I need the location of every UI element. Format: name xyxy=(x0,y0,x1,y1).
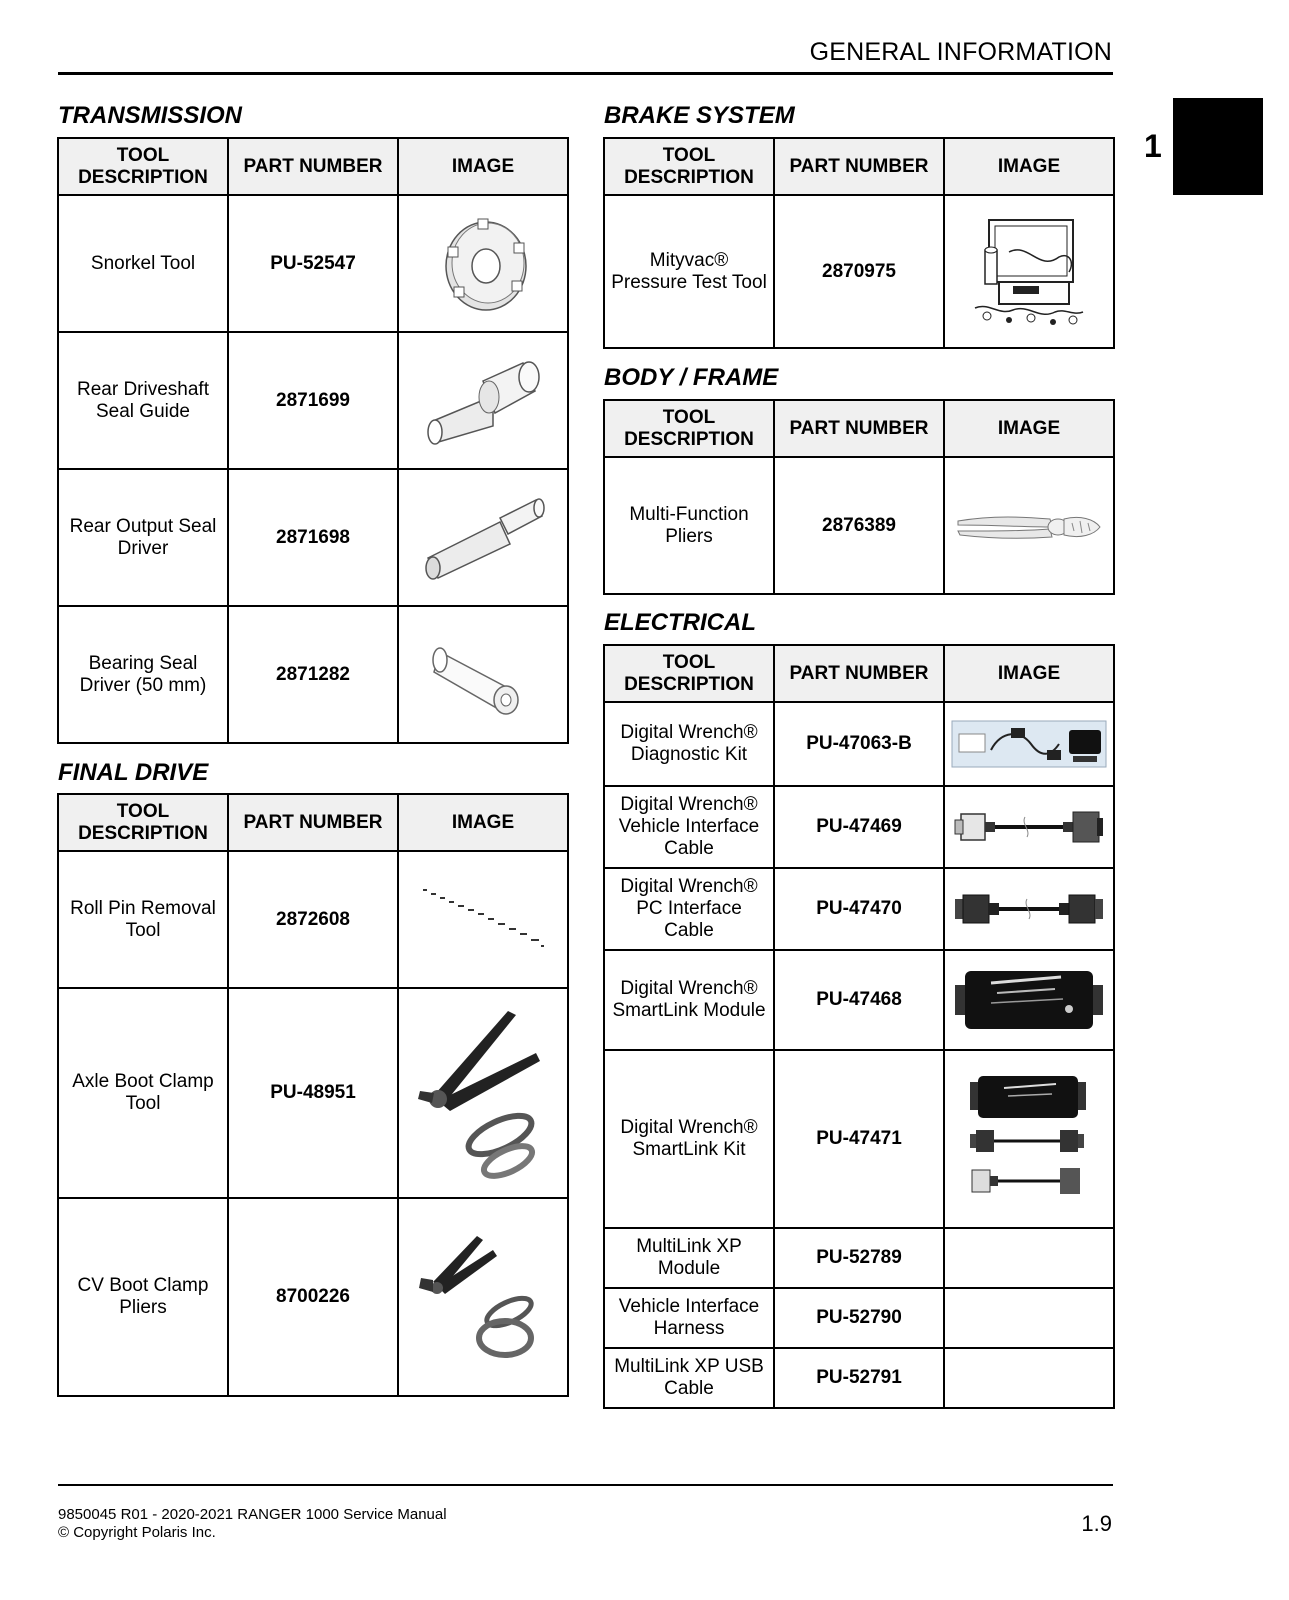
part-number: PU-52791 xyxy=(774,1348,944,1408)
image-cell-empty xyxy=(944,1288,1114,1348)
column-header-part-number: PART NUMBER xyxy=(228,138,398,195)
part-number: PU-47468 xyxy=(774,950,944,1050)
column-header-description: TOOL DESCRIPTION xyxy=(58,138,228,195)
electrical-table xyxy=(603,644,1115,1409)
column-header-part-number: PART NUMBER xyxy=(774,138,944,195)
table-row xyxy=(58,195,568,332)
column-header-part-number: PART NUMBER xyxy=(774,400,944,457)
header-divider xyxy=(58,72,1113,75)
page-number: 1.9 xyxy=(1081,1511,1112,1536)
bearing-driver-icon xyxy=(428,630,538,720)
tool-description: MultiLink XP Module xyxy=(604,1228,774,1288)
snorkel-tool-icon xyxy=(428,209,538,319)
table-row xyxy=(604,868,1114,950)
tool-description: Mityvac® Pressure Test Tool xyxy=(604,195,774,348)
table-row xyxy=(604,702,1114,786)
column-header-description: TOOL DESCRIPTION xyxy=(604,400,774,457)
chapter-number: 1 xyxy=(1144,128,1162,164)
transmission-table xyxy=(57,137,569,744)
page-header-title: GENERAL INFORMATION xyxy=(809,38,1112,66)
part-number: PU-47471 xyxy=(774,1050,944,1228)
part-number: 2871282 xyxy=(228,606,398,743)
table-row xyxy=(58,606,568,743)
clamp-pincer-icon xyxy=(408,1003,558,1183)
image-cell-empty xyxy=(944,1228,1114,1288)
section-title-body-frame: BODY / FRAME xyxy=(604,364,779,391)
pressure-test-kit-icon xyxy=(969,212,1089,332)
part-number: PU-47469 xyxy=(774,786,944,868)
tool-description: Digital Wrench® Diagnostic Kit xyxy=(604,702,774,786)
table-row xyxy=(604,1050,1114,1228)
tool-description: Multi-Function Pliers xyxy=(604,457,774,594)
table-row xyxy=(604,1288,1114,1348)
part-number: 2870975 xyxy=(774,195,944,348)
table-header-row xyxy=(58,138,568,195)
table-header-row xyxy=(604,645,1114,702)
table-row xyxy=(604,195,1114,348)
final-drive-table xyxy=(57,793,569,1397)
smartlink-kit-icon xyxy=(964,1074,1094,1204)
section-title-electrical: ELECTRICAL xyxy=(604,609,756,636)
section-title-final-drive: FINAL DRIVE xyxy=(58,759,209,786)
table-row xyxy=(604,457,1114,594)
column-header-description: TOOL DESCRIPTION xyxy=(604,645,774,702)
column-header-image: IMAGE xyxy=(398,794,568,851)
column-header-part-number: PART NUMBER xyxy=(774,645,944,702)
table-row xyxy=(58,332,568,469)
part-number: 2872608 xyxy=(228,851,398,988)
table-row xyxy=(58,1198,568,1396)
tool-description: Digital Wrench® PC Interface Cable xyxy=(604,868,774,950)
tool-description: Digital Wrench® SmartLink Module xyxy=(604,950,774,1050)
footer-info xyxy=(58,1506,447,1542)
table-row xyxy=(58,988,568,1198)
brake-system-table xyxy=(603,137,1115,349)
column-header-part-number: PART NUMBER xyxy=(228,794,398,851)
tool-description: Roll Pin Removal Tool xyxy=(58,851,228,988)
part-number: 2871698 xyxy=(228,469,398,606)
chapter-tab xyxy=(1173,98,1263,195)
part-number: PU-52789 xyxy=(774,1228,944,1288)
column-header-description: TOOL DESCRIPTION xyxy=(604,138,774,195)
pliers-icon xyxy=(954,501,1104,551)
part-number: PU-48951 xyxy=(228,988,398,1198)
image-cell-empty xyxy=(944,1348,1114,1408)
table-row xyxy=(604,1348,1114,1408)
smartlink-module-icon xyxy=(951,965,1107,1035)
table-row xyxy=(604,1228,1114,1288)
seal-driver-icon xyxy=(418,488,548,588)
part-number: PU-52547 xyxy=(228,195,398,332)
tool-description: Axle Boot Clamp Tool xyxy=(58,988,228,1198)
column-header-image: IMAGE xyxy=(944,645,1114,702)
tool-description: Rear Output Seal Driver xyxy=(58,469,228,606)
part-number: 8700226 xyxy=(228,1198,398,1396)
tool-description: Bearing Seal Driver (50 mm) xyxy=(58,606,228,743)
tool-description: Vehicle Interface Harness xyxy=(604,1288,774,1348)
body-frame-table xyxy=(603,399,1115,595)
footer-manual-title: 9850045 R01 - 2020-2021 RANGER 1000 Service Manual xyxy=(58,1506,447,1523)
table-row xyxy=(58,469,568,606)
column-header-image: IMAGE xyxy=(944,138,1114,195)
tool-description: Rear Driveshaft Seal Guide xyxy=(58,332,228,469)
column-header-description: TOOL DESCRIPTION xyxy=(58,794,228,851)
part-number: PU-47063-B xyxy=(774,702,944,786)
pc-cable-icon xyxy=(951,889,1107,929)
part-number: 2876389 xyxy=(774,457,944,594)
roll-pin-tool-icon xyxy=(413,875,553,965)
part-number: 2871699 xyxy=(228,332,398,469)
section-title-transmission: TRANSMISSION xyxy=(58,102,243,129)
tool-description: Snorkel Tool xyxy=(58,195,228,332)
footer-copyright: © Copyright Polaris Inc. xyxy=(58,1524,216,1541)
tool-description: MultiLink XP USB Cable xyxy=(604,1348,774,1408)
section-title-brake-system: BRAKE SYSTEM xyxy=(604,102,795,129)
table-header-row xyxy=(604,138,1114,195)
footer-divider xyxy=(58,1484,1113,1486)
clamp-pliers-icon xyxy=(413,1222,553,1372)
table-row xyxy=(604,950,1114,1050)
column-header-image: IMAGE xyxy=(398,138,568,195)
tool-description: CV Boot Clamp Pliers xyxy=(58,1198,228,1396)
table-row xyxy=(604,786,1114,868)
part-number: PU-52790 xyxy=(774,1288,944,1348)
vehicle-cable-icon xyxy=(951,802,1107,852)
tool-description: Digital Wrench® Vehicle Interface Cable xyxy=(604,786,774,868)
column-header-image: IMAGE xyxy=(944,400,1114,457)
table-header-row xyxy=(58,794,568,851)
seal-guide-icon xyxy=(423,351,543,451)
tool-description: Digital Wrench® SmartLink Kit xyxy=(604,1050,774,1228)
diagnostic-kit-icon xyxy=(951,720,1107,768)
table-row xyxy=(58,851,568,988)
table-header-row xyxy=(604,400,1114,457)
part-number: PU-47470 xyxy=(774,868,944,950)
